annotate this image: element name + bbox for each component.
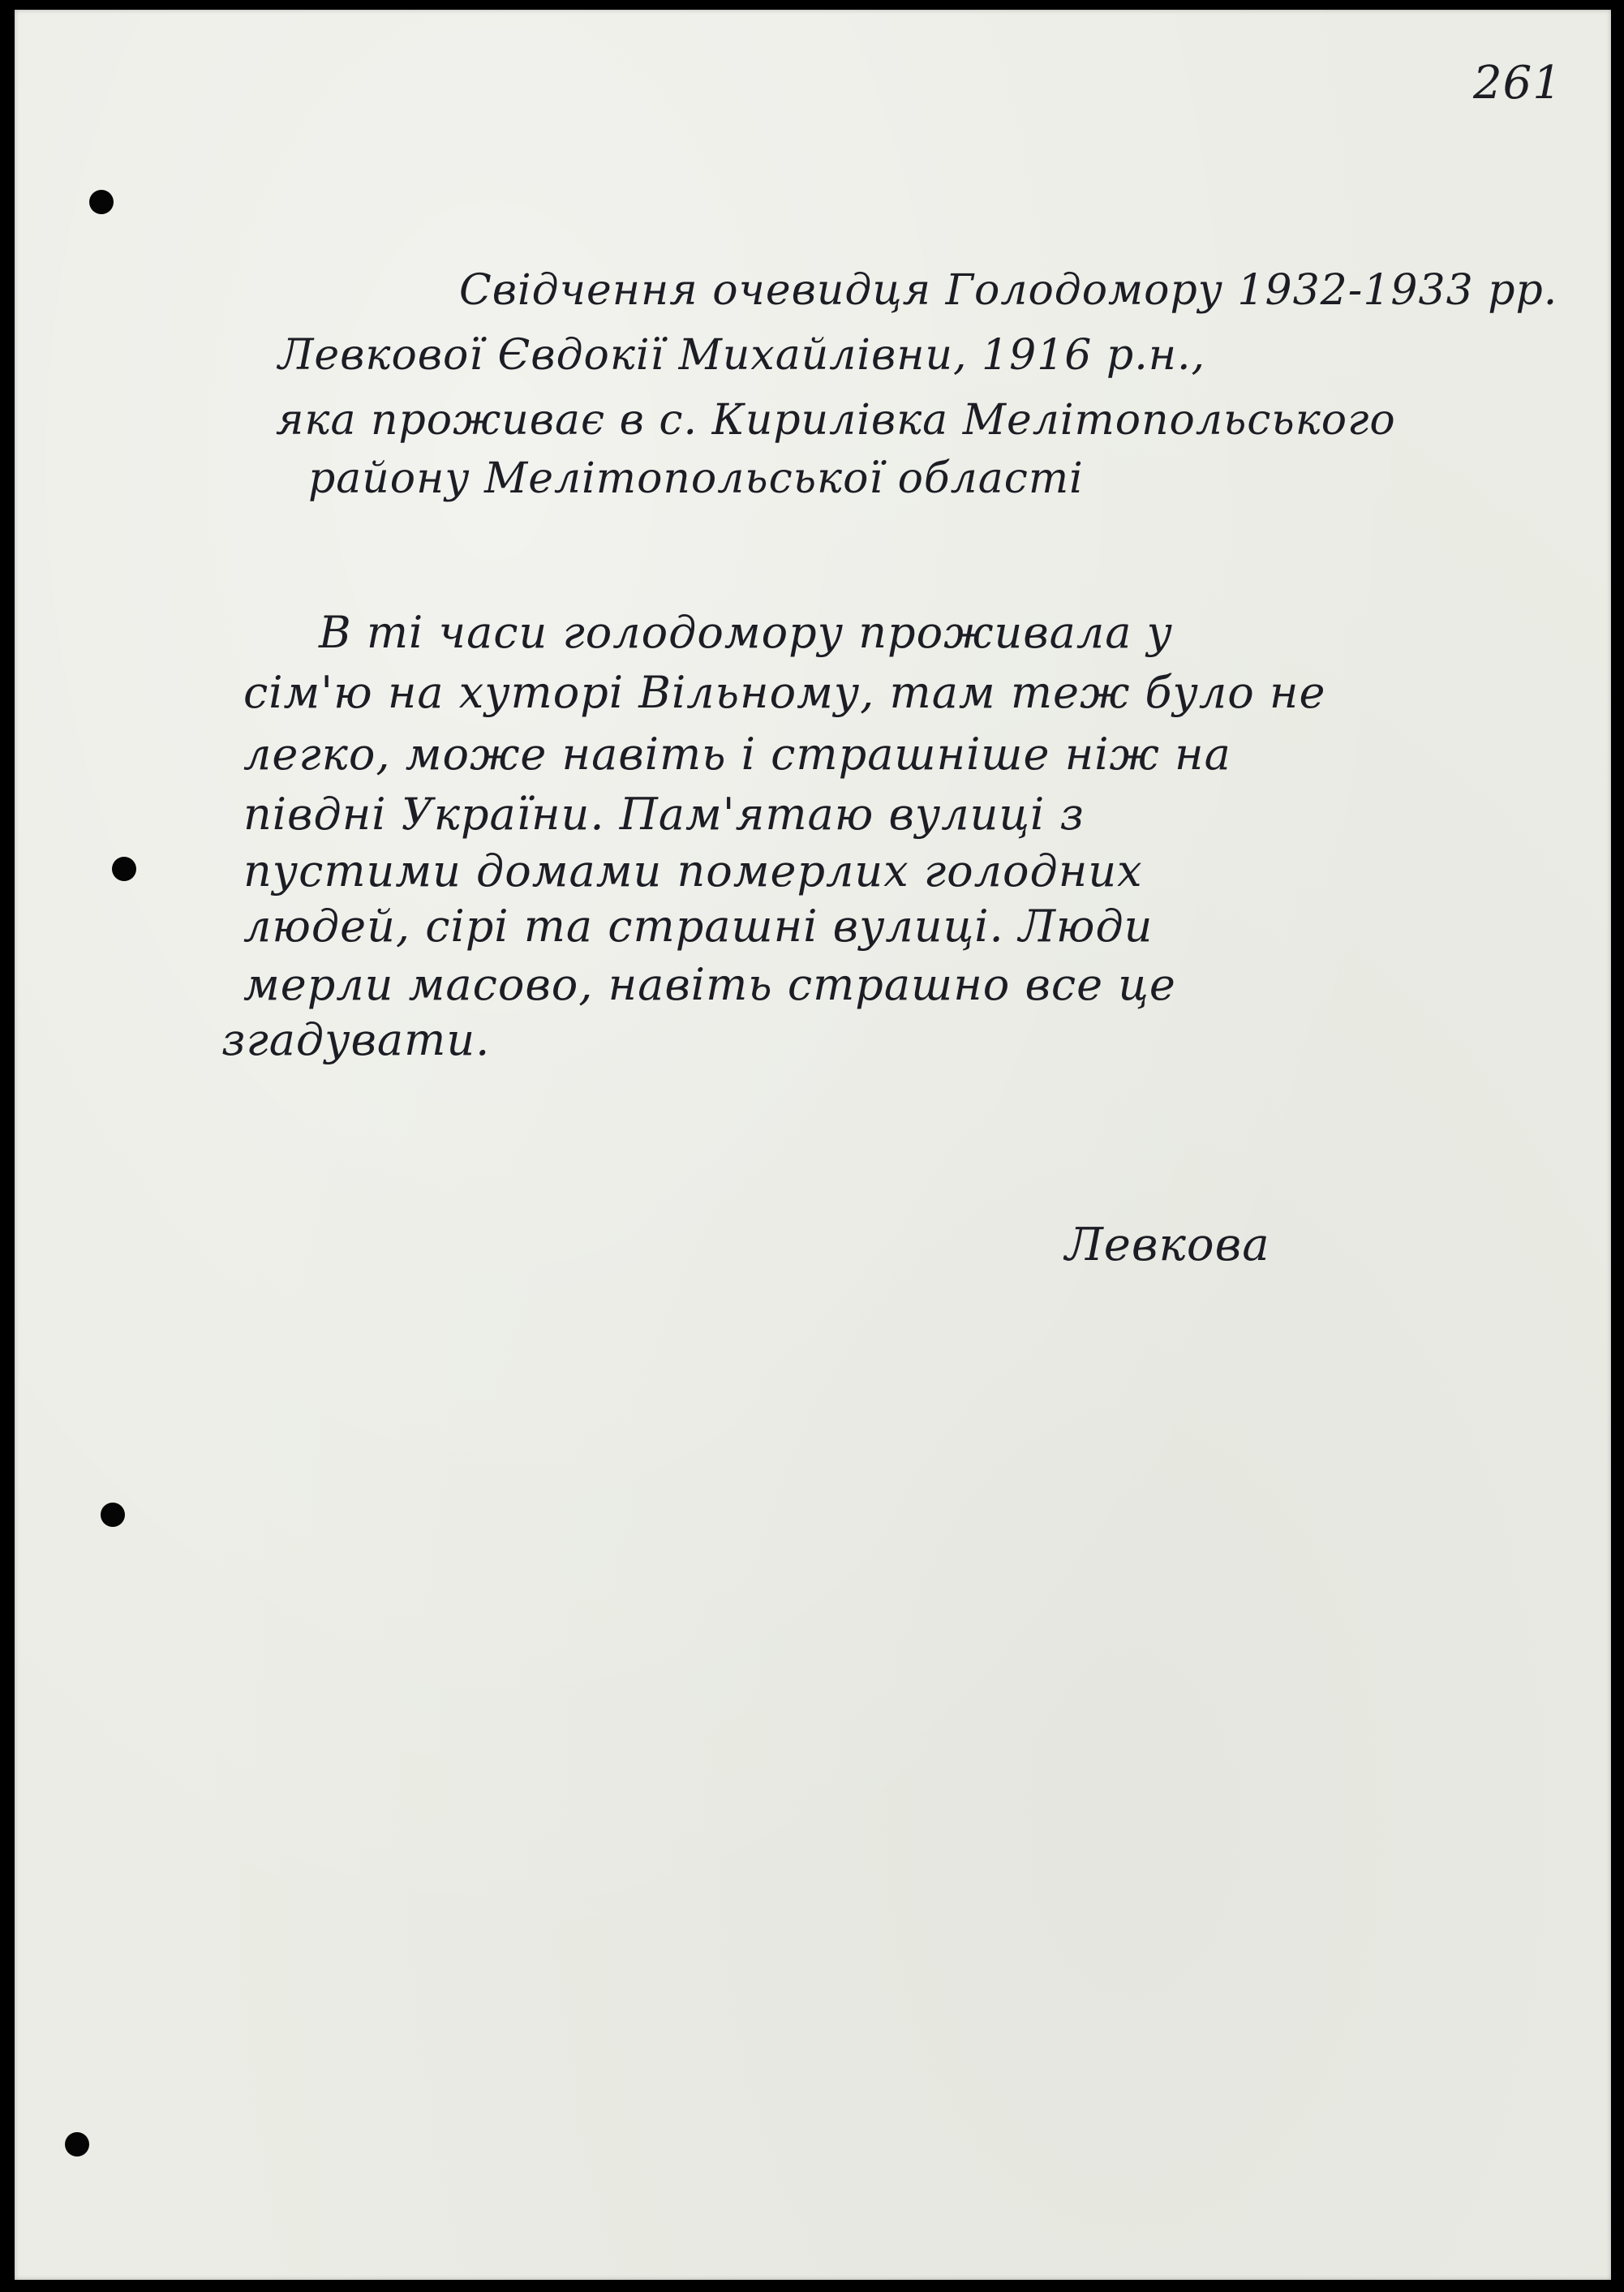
signature: Левкова [1065, 1219, 1270, 1271]
body-line: легко, може навіть і страшніше ніж на [243, 729, 1231, 780]
heading-line: Свідчення очевидця Голодомору 1932-1933 рр. [459, 266, 1558, 315]
heading-line: району Мелітопольської області [308, 454, 1084, 503]
heading-line: Левкової Євдокії Михайлівни, 1916 р.н., [278, 331, 1206, 380]
binder-hole [65, 2132, 89, 2157]
binder-hole [89, 190, 114, 214]
document-page [15, 10, 1611, 2280]
page-number: 261 [1473, 57, 1562, 110]
body-line: півдні України. Пам'ятаю вулиці з [243, 789, 1085, 840]
binder-hole [112, 857, 136, 881]
body-line: мерли масово, навіть страшно все це [243, 959, 1176, 1010]
body-line: згадувати. [221, 1014, 491, 1065]
body-line: людей, сірі та страшні вулиці. Люди [243, 901, 1154, 952]
heading-line: яка проживає в с. Кирилівка Мелітопольського [276, 396, 1396, 445]
binder-hole [101, 1503, 125, 1527]
body-line: В ті часи голодомору проживала у [319, 607, 1173, 658]
body-line: пустими домами померлих голодних [243, 845, 1143, 897]
body-line: сім'ю на хуторі Вільному, там теж було не [243, 667, 1326, 718]
